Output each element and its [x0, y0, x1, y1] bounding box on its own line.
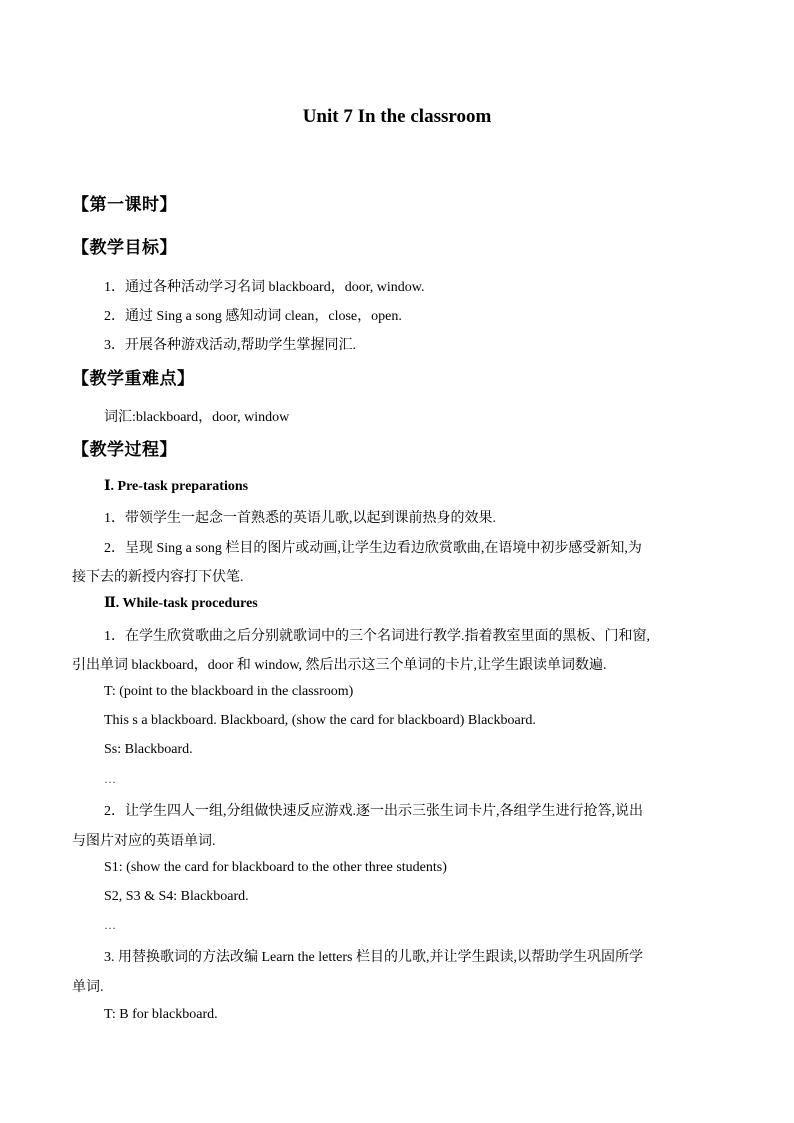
- pre-task-item-2-line-2: 接下去的新授内容打下伏笔.: [72, 570, 244, 585]
- document-title: Unit 7 In the classroom: [302, 106, 492, 127]
- pre-task-item-2-line-1: 2．呈现 Sing a song 栏目的图片或动画,让学生边看边欣赏歌曲,在语境中初步感受新知,为: [104, 541, 642, 556]
- while-task-item-3-line-1: 3. 用替换歌词的方法改编 Learn the letters 栏目的儿歌,并让学生跟读,以帮助学生巩固所学: [104, 950, 643, 965]
- objective-item-3: 3．开展各种游戏活动,帮助学生掌握同汇.: [104, 338, 356, 353]
- lesson-heading: 【第一课时】: [72, 195, 177, 215]
- while-task-item-1-line-2: 引出单词 blackboard，door 和 window, 然后出示这三个单词的卡片,让学生跟读单词数遍.: [72, 658, 607, 673]
- while-task-item-2-line-2: 与图片对应的英语单词.: [72, 834, 216, 849]
- while-task-item-3-line-2: 单词.: [72, 980, 104, 995]
- dialogue-line: S1: (show the card for blackboard to the other three students): [104, 860, 447, 875]
- dialogue-line: S2, S3 & S4: Blackboard.: [104, 889, 249, 904]
- ellipsis: …: [104, 772, 116, 786]
- while-task-item-2-line-1: 2．让学生四人一组,分组做快速反应游戏.逐一出示三张生词卡片,各组学生进行抢答,说出: [104, 804, 643, 819]
- key-points-text: 词汇:blackboard，door, window: [104, 410, 290, 425]
- objective-item-2: 2．通过 Sing a song 感知动词 clean，close，open.: [104, 309, 402, 324]
- while-task-heading: Ⅱ. While-task procedures: [104, 596, 258, 611]
- dialogue-line: T: B for blackboard.: [104, 1007, 218, 1022]
- objective-item-1: 1．通过各种活动学习名词 blackboard，door, window.: [104, 280, 425, 295]
- dialogue-line: This s a blackboard. Blackboard, (show the card for blackboard) Blackboard.: [104, 713, 536, 728]
- key-points-heading: 【教学重难点】: [72, 369, 195, 389]
- pre-task-item-1: 1．带领学生一起念一首熟悉的英语儿歌,以起到课前热身的效果.: [104, 511, 496, 526]
- objectives-heading: 【教学目标】: [72, 238, 177, 258]
- pre-task-heading: Ⅰ. Pre-task preparations: [104, 479, 249, 494]
- process-heading: 【教学过程】: [72, 440, 177, 460]
- dialogue-line: Ss: Blackboard.: [104, 742, 193, 757]
- ellipsis: …: [104, 918, 116, 932]
- while-task-item-1-line-1: 1．在学生欣赏歌曲之后分别就歌词中的三个名词进行教学.指着教室里面的黑板、门和窗,: [104, 629, 650, 644]
- dialogue-line: T: (point to the blackboard in the classroom): [104, 684, 354, 699]
